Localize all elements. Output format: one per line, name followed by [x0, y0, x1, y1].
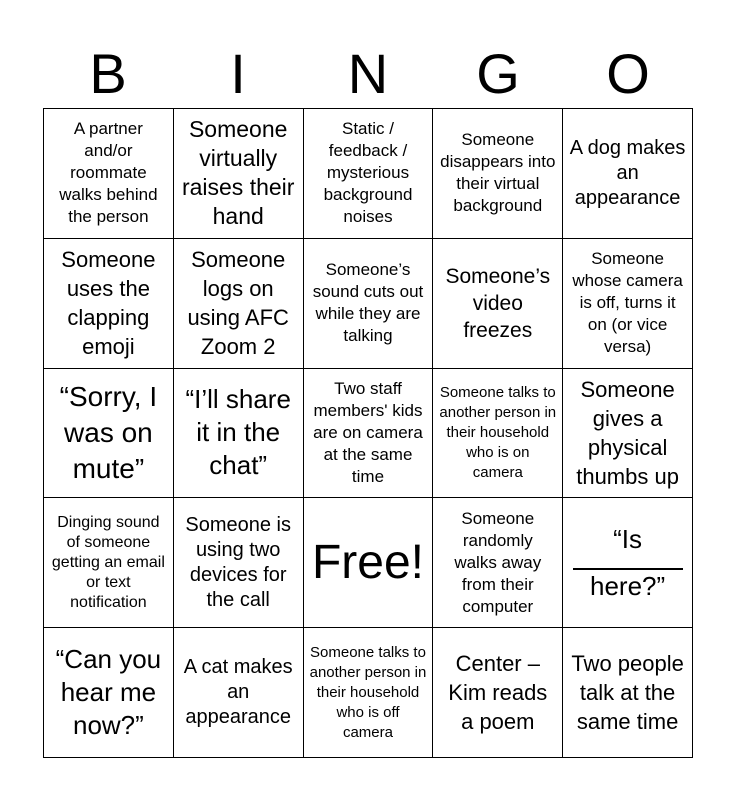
cell-text: Someone uses the clapping emoji	[61, 247, 156, 360]
blank-line	[573, 556, 683, 570]
header-letter-n: N	[347, 42, 389, 105]
bingo-cell[interactable]	[433, 498, 563, 628]
bingo-cell[interactable]	[563, 239, 693, 369]
bingo-cell[interactable]	[174, 628, 304, 758]
cell-text: Static / feedback / mysterious background noises	[323, 119, 413, 227]
cell-line-1: “Is	[613, 523, 643, 554]
cell-line-2: here?”	[590, 570, 666, 601]
bingo-cell[interactable]	[304, 628, 434, 758]
cell-text: Someone’s video freezes	[445, 264, 551, 342]
free-space[interactable]	[304, 498, 434, 628]
cell-text: Two staff members' kids are on camera at the same time	[313, 378, 423, 486]
header-letter-i: I	[230, 42, 246, 105]
cell-text: A cat makes an appearance	[183, 656, 293, 729]
bingo-cell[interactable]	[563, 628, 693, 758]
bingo-grid	[43, 108, 693, 758]
bingo-cell[interactable]	[563, 498, 693, 628]
cell-text: Someone gives a physical thumbs up	[576, 376, 679, 489]
header-letter-o: O	[606, 42, 650, 105]
bingo-cell[interactable]	[44, 109, 174, 239]
bingo-cell[interactable]	[44, 239, 174, 369]
cell-text: “I’ll share it in the chat”	[185, 384, 291, 481]
header-letter-g: G	[476, 42, 520, 105]
free-text: Free!	[311, 535, 424, 589]
bingo-cell[interactable]	[44, 628, 174, 758]
cell-text	[573, 523, 683, 603]
cell-text: Someone is using two devices for the call	[185, 513, 291, 611]
cell-text: “Sorry, I was on mute”	[59, 380, 158, 484]
cell-text: Someone whose camera is off, turns it on (or vice versa)	[572, 249, 683, 357]
bingo-cell[interactable]	[174, 369, 304, 499]
cell-text: Someone randomly walks away from their computer	[454, 508, 542, 616]
bingo-cell[interactable]	[433, 109, 563, 239]
bingo-cell[interactable]	[563, 109, 693, 239]
header-letter-b: B	[89, 42, 127, 105]
bingo-cell[interactable]	[433, 239, 563, 369]
bingo-cell[interactable]	[174, 498, 304, 628]
bingo-cell[interactable]	[563, 369, 693, 499]
cell-text: “Can you hear me now?”	[55, 644, 162, 741]
cell-text: Someone talks to another person in their household who is on camera	[439, 383, 557, 481]
bingo-cell[interactable]	[44, 369, 174, 499]
bingo-cell[interactable]	[304, 369, 434, 499]
cell-text: A dog makes an appearance	[569, 136, 686, 209]
cell-text: Someone logs on using AFC Zoom 2	[187, 247, 289, 360]
bingo-cell[interactable]	[304, 109, 434, 239]
cell-text: Dinging sound of someone getting an email or text notification	[51, 513, 165, 611]
cell-text: Someone talks to another person in their household who is off camera	[309, 643, 427, 741]
bingo-cell[interactable]	[174, 109, 304, 239]
cell-text: Center – Kim reads a poem	[448, 651, 548, 735]
cell-text: Someone virtually raises their hand	[181, 116, 295, 230]
bingo-cell[interactable]	[174, 239, 304, 369]
bingo-cell[interactable]	[304, 239, 434, 369]
cell-text: Two people talk at the same time	[571, 651, 684, 735]
cell-text: Someone disappears into their virtual background	[440, 130, 556, 216]
bingo-header	[43, 40, 693, 108]
bingo-cell[interactable]	[433, 369, 563, 499]
bingo-cell[interactable]	[433, 628, 563, 758]
cell-text: Someone’s sound cuts out while they are talking	[312, 260, 424, 346]
bingo-cell[interactable]	[44, 498, 174, 628]
cell-text: A partner and/or roommate walks behind the person	[59, 119, 158, 227]
